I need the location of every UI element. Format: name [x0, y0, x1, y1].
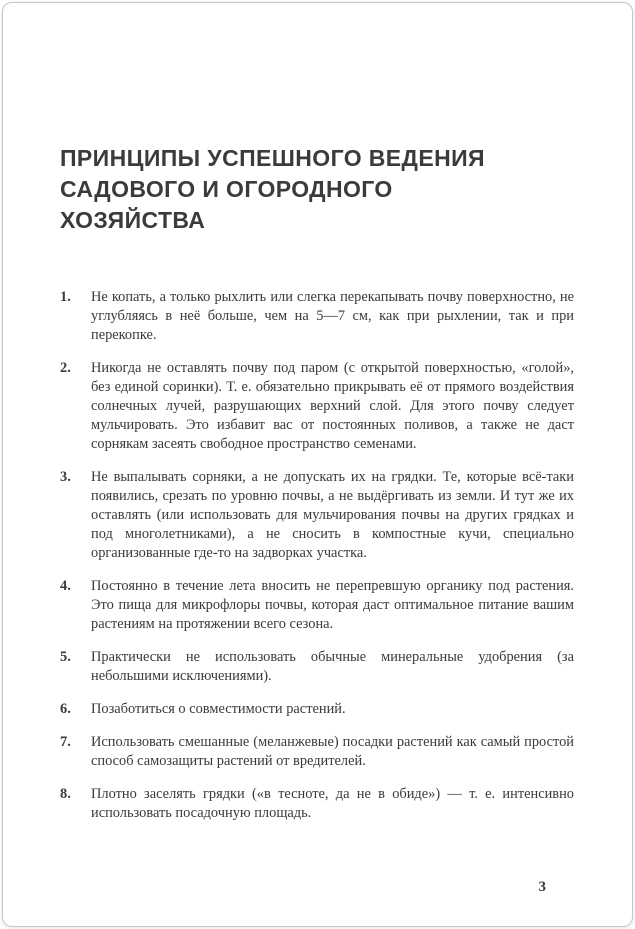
list-item	[60, 468, 574, 563]
item-text: Не копать, а только рыхлить или слегка перекапывать почву поверхностно, не углубляясь в неё больше, чем на 5—7 см, как при рыхлении, так и при перекопке.	[91, 289, 574, 343]
principles-list	[60, 288, 574, 823]
item-number: 2.	[60, 360, 71, 376]
item-text: Практически не использовать обычные минеральные удобрения (за небольшими исключениями).	[91, 649, 574, 684]
page-number: 3	[538, 879, 546, 895]
item-text: Постоянно в течение лета вносить не перепревшую органику под растения. Это пища для микрофлоры почвы, которая даст оптимальное питание вашим растениям на протяжении всего сезона.	[91, 578, 574, 632]
list-item	[60, 785, 574, 823]
item-text: Использовать смешанные (меланжевые) посадки растений как самый простой способ самозащиты растений от вредителей.	[91, 734, 574, 769]
book-page	[2, 2, 633, 927]
item-text: Не выпалывать сорняки, а не допускать их на грядки. Те, которые всё-таки появились, срезать по уровню почвы, а не выдёргивать из земли. И тут же их оставлять (или использовать для мульчирования почвы на других грядках и под многолетниками), а не сносить в компостные кучи, специально организованные где-то на задворках участка.	[91, 469, 574, 561]
page-title-line: ПРИНЦИПЫ УСПЕШНОГО ВЕДЕНИЯ	[60, 145, 485, 171]
item-number: 1.	[60, 289, 71, 305]
page-title-line: ХОЗЯЙСТВА	[60, 207, 206, 233]
item-text: Позаботиться о совместимости растений.	[91, 701, 346, 717]
item-text: Никогда не оставлять почву под паром (с открытой поверхностью, «голой», без единой соринки). Т. е. обязательно прикрывать её от прямого воздействия солнечных лучей, разрушающих верхний слой. Для этого почву следует мульчировать. Это избавит вас от постоянных поливов, а также не даст сорнякам засеять свободное пространство семенами.	[91, 360, 574, 452]
list-item	[60, 733, 574, 771]
list-item	[60, 359, 574, 454]
list-item	[60, 648, 574, 686]
list-item	[60, 288, 574, 345]
item-number: 8.	[60, 786, 71, 802]
item-number: 4.	[60, 578, 71, 594]
item-number: 3.	[60, 469, 71, 485]
page-title	[60, 143, 575, 236]
item-number: 5.	[60, 649, 71, 665]
item-number: 6.	[60, 701, 71, 717]
list-item	[60, 577, 574, 634]
page-title-line: САДОВОГО И ОГОРОДНОГО	[60, 176, 393, 202]
item-text: Плотно заселять грядки («в тесноте, да не в обиде») — т. е. интенсивно использовать посадочную площадь.	[91, 786, 574, 821]
item-number: 7.	[60, 734, 71, 750]
list-item	[60, 700, 574, 719]
